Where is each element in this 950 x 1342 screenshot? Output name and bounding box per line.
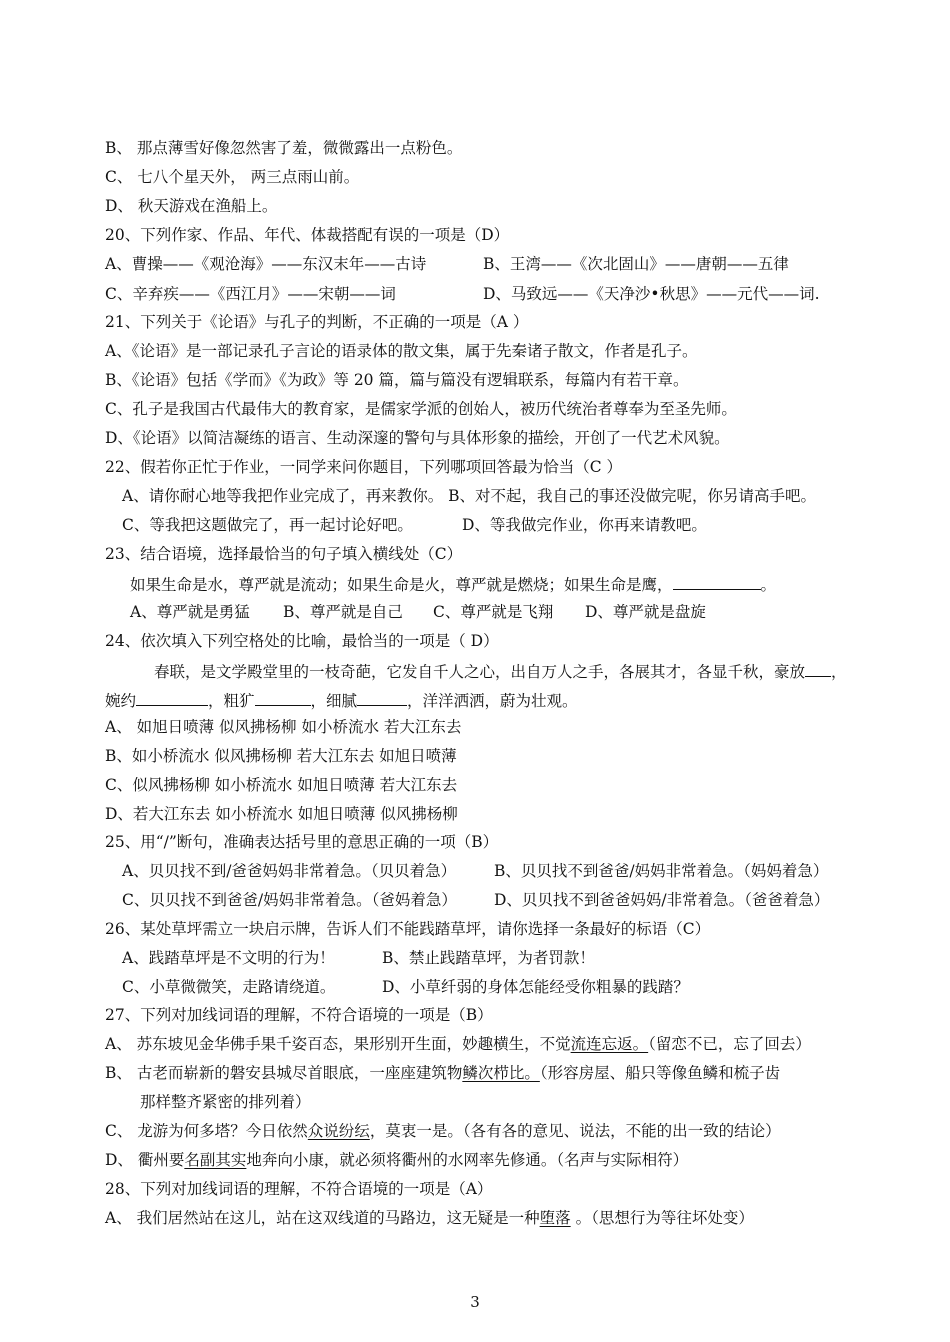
option-gloss: 。（思想行为等往坏处变） xyxy=(570,1209,754,1227)
passage-text: 春联，是文学殿堂里的一枝奇葩，它发自千人之心，出自万人之手，各展其才，各显千秋，豪放 xyxy=(154,663,806,681)
question-24: 24、依次填入下列空格处的比喻，最恰当的一项是（ D） xyxy=(105,632,499,650)
option-row xyxy=(105,284,820,304)
option-text: D、 衢州要 xyxy=(105,1151,185,1169)
option-text: B、 古老而崭新的磐安县城尽首眼底，一座座建筑物 xyxy=(105,1064,463,1082)
question-23: 23、结合语境，选择最恰当的句子填入横线处（C） xyxy=(105,545,463,563)
passage-punct: ， xyxy=(831,663,847,681)
underlined-phrase: 众说纷纭 xyxy=(307,1122,370,1140)
question-28: 28、下列对加线词语的理解，不符合语境的一项是（A） xyxy=(105,1180,493,1198)
option-a: A、尊严就是勇猛 xyxy=(130,603,250,621)
option-gloss: 地奔向小康，就必须将衢州的水网率先修通。（名声与实际相符） xyxy=(246,1151,689,1169)
option-c: C、小草微微笑，走路请绕道。 xyxy=(122,978,336,996)
option-line: C、 七八个星天外， 两三点雨山前。 xyxy=(105,168,360,186)
passage-text: 婉约 xyxy=(105,692,137,710)
answer-blank xyxy=(136,689,208,706)
answer-blank xyxy=(357,689,407,706)
question-25: 25、用“/”断句，准确表达括号里的意思正确的一项（B） xyxy=(105,833,499,851)
option-row xyxy=(130,602,706,622)
option-gloss: （形容房屋、船只等像鱼鳞和梳子齿 xyxy=(539,1064,781,1082)
underlined-phrase: 鳞次栉比。 xyxy=(462,1064,540,1082)
option-row xyxy=(122,948,595,968)
option-d: D、小草纤弱的身体怎能经受你粗暴的践踏？ xyxy=(382,978,689,996)
option-row xyxy=(122,977,689,997)
question-text xyxy=(130,573,776,595)
option-row xyxy=(105,254,789,274)
question-26: 26、某处草坪需立一块启示牌，告诉人们不能践踏草坪，请你选择一条最好的标语（C） xyxy=(105,920,711,938)
answer-blank xyxy=(805,660,831,677)
option-a: A、践踏草坪是不文明的行为！ xyxy=(122,949,335,967)
question-sentence: 如果生命是水，尊严就是流动；如果生命是火，尊严就是燃烧；如果生命是鹰， xyxy=(130,576,673,594)
option-c: C、贝贝找不到爸爸/妈妈非常着急。（爸妈着急） xyxy=(122,891,457,909)
option-line xyxy=(105,1063,780,1083)
passage-text: ，细腻 xyxy=(310,692,358,710)
option-gloss: （留恋不已，忘了回去） xyxy=(648,1035,811,1053)
option-line: C、似风拂杨柳 如小桥流水 如旭日喷薄 若大江东去 xyxy=(105,776,458,794)
passage-text: ，洋洋洒洒，蔚为壮观。 xyxy=(407,692,578,710)
option-b: B、王湾——《次北固山》——唐朝——五律 xyxy=(483,255,789,273)
option-d: D、贝贝找不到爸爸妈妈/非常着急。（爸爸着急） xyxy=(494,891,830,909)
option-line: D、若大江东去 如小桥流水 如旭日喷薄 似风拂杨柳 xyxy=(105,805,458,823)
option-a: A、贝贝找不到/爸爸妈妈非常着急。（贝贝着急） xyxy=(122,862,457,880)
option-d: D、等我做完作业，你再来请教吧。 xyxy=(462,516,707,534)
option-line: C、孔子是我国古代最伟大的教育家，是儒家学派的创始人，被历代统治者尊奉为至圣先师。 xyxy=(105,400,737,418)
option-d: D、尊严就是盘旋 xyxy=(585,603,706,621)
page-number: 3 xyxy=(470,1293,480,1311)
question-21: 21、下列关于《论语》与孔子的判断，不正确的一项是（A ） xyxy=(105,313,529,331)
option-line: A、 如旭日喷薄 似风拂杨柳 如小桥流水 若大江东去 xyxy=(105,718,462,736)
option-line: B、 那点薄雪好像忽然害了羞，微微露出一点粉色。 xyxy=(105,139,463,157)
answer-blank xyxy=(255,689,311,706)
option-line: B、《论语》包括《学而》《为政》等 20 篇，篇与篇没有逻辑联系，每篇内有若干章。 xyxy=(105,371,689,389)
option-line xyxy=(105,1150,688,1170)
question-20: 20、下列作家、作品、年代、体裁搭配有误的一项是（D） xyxy=(105,226,510,244)
passage-text: ，粗犷 xyxy=(208,692,255,710)
underlined-phrase: 名副其实 xyxy=(184,1151,247,1169)
option-a: A、曹操——《观沧海》——东汉末年——古诗 xyxy=(105,255,427,273)
question-22: 22、假若你正忙于作业，一同学来问你题目，下列哪项回答最为恰当（C ） xyxy=(105,458,623,476)
option-row xyxy=(122,515,707,535)
option-c: C、等我把这题做完了，再一起讨论好吧。 xyxy=(122,516,413,534)
option-line: A、《论语》是一部记录孔子言论的语录体的散文集，属于先秦诸子散文，作者是孔子。 xyxy=(105,342,698,360)
option-line xyxy=(105,1034,811,1054)
option-d: D、马致远——《天净沙•秋思》——元代——词. xyxy=(483,285,820,303)
option-line: D、 秋天游戏在渔船上。 xyxy=(105,197,278,215)
option-text: A、 苏东坡见金华佛手果千姿百态，果形别开生面，妙趣横生，不觉 xyxy=(105,1035,571,1053)
passage-line xyxy=(105,689,578,711)
option-row xyxy=(122,890,829,910)
option-b: B、尊严就是自己 xyxy=(283,603,403,621)
option-c: C、尊严就是飞翔 xyxy=(433,603,554,621)
option-gloss: ，莫衷一是。（各有各的意见、说法，不能的出一致的结论） xyxy=(369,1122,781,1140)
option-b: B、贝贝找不到爸爸/妈妈非常着急。（妈妈着急） xyxy=(494,862,829,880)
option-line: B、如小桥流水 似风拂杨柳 若大江东去 如旭日喷薄 xyxy=(105,747,457,765)
option-line xyxy=(105,1121,781,1141)
option-b: B、禁止践踏草坪，为者罚款！ xyxy=(382,949,595,967)
option-row xyxy=(122,861,828,881)
option-text: C、 龙游为何多塔？今日依然 xyxy=(105,1122,308,1140)
question-27: 27、下列对加线词语的理解，不符合语境的一项是（B） xyxy=(105,1006,493,1024)
answer-blank xyxy=(673,573,761,590)
option-c: C、辛弃疾——《西江月》——宋朝——词 xyxy=(105,285,396,303)
option-line: A、请你耐心地等我把作业完成了，再来教你。 B、对不起，我自己的事还没做完呢，你另请高手吧。 xyxy=(122,487,817,505)
option-text: A、 我们居然站在这儿，站在这双线道的马路边，这无疑是一种 xyxy=(105,1209,540,1227)
option-line xyxy=(105,1208,754,1228)
question-end: 。 xyxy=(760,576,777,594)
passage-line xyxy=(154,660,847,682)
underlined-phrase: 堕落 xyxy=(539,1209,571,1227)
underlined-phrase: 流连忘返。 xyxy=(570,1035,649,1053)
option-line: D、《论语》以简洁凝练的语言、生动深邃的警句与具体形象的描绘，开创了一代艺术风貌。 xyxy=(105,429,730,447)
option-continuation: 那样整齐紧密的排列着） xyxy=(140,1093,311,1111)
